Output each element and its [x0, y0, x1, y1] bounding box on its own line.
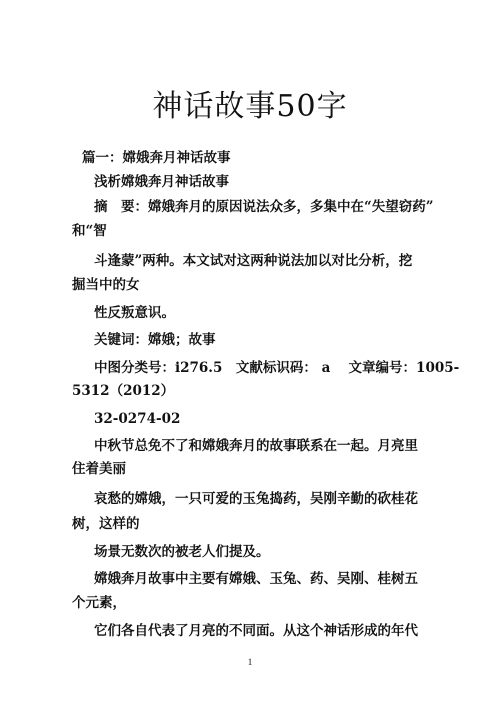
text-line-4: 和“智 [72, 223, 107, 239]
text-line-6: 掘当中的女 [72, 277, 140, 293]
text-line-5: 斗逢蒙”两种。本文试对这两种说法加以对比分析，挖 [94, 253, 413, 269]
text-line-3: 摘 要：嫦娥奔月的原因说法众多，多集中在“失望窃药” [94, 199, 434, 215]
text-line-7: 性反叛意识。 [94, 305, 175, 321]
text-line-12: 中秋节总免不了和嫦娥奔月的故事联系在一起。月亮里 [94, 438, 418, 454]
text-line-19: 它们各自代表了月亮的不同面。从这个神话形成的年代 [94, 623, 418, 639]
text-line-1: 篇一：嫦娥奔月神话故事 [82, 150, 231, 166]
text-line-14: 哀愁的嫦娥，一只可爱的玉兔捣药，吴刚辛勤的砍桂花 [94, 491, 418, 507]
text-line-2: 浅析嫦娥奔月神话故事 [94, 174, 229, 190]
text-line-10: 5312（2012） [72, 383, 175, 399]
page-number: 1 [247, 657, 253, 667]
text-line-13: 住着美丽 [72, 461, 126, 477]
text-line-15: 树，这样的 [72, 516, 140, 532]
text-line-8: 关键词：嫦娥；故事 [94, 332, 216, 348]
text-line-16: 场景无数次的被老人们提及。 [94, 544, 270, 560]
text-line-18: 个元素， [72, 595, 126, 611]
page-title: 神话故事50字 [152, 89, 348, 124]
text-line-11: 32-0274-02 [94, 411, 181, 427]
text-line-17: 嫦娥奔月故事中主要有嫦娥、玉兔、药、吴刚、桂树五 [94, 571, 418, 587]
text-line-9: 中图分类号：i276.5 文献标识码： a 文章编号：1005- [94, 360, 460, 376]
